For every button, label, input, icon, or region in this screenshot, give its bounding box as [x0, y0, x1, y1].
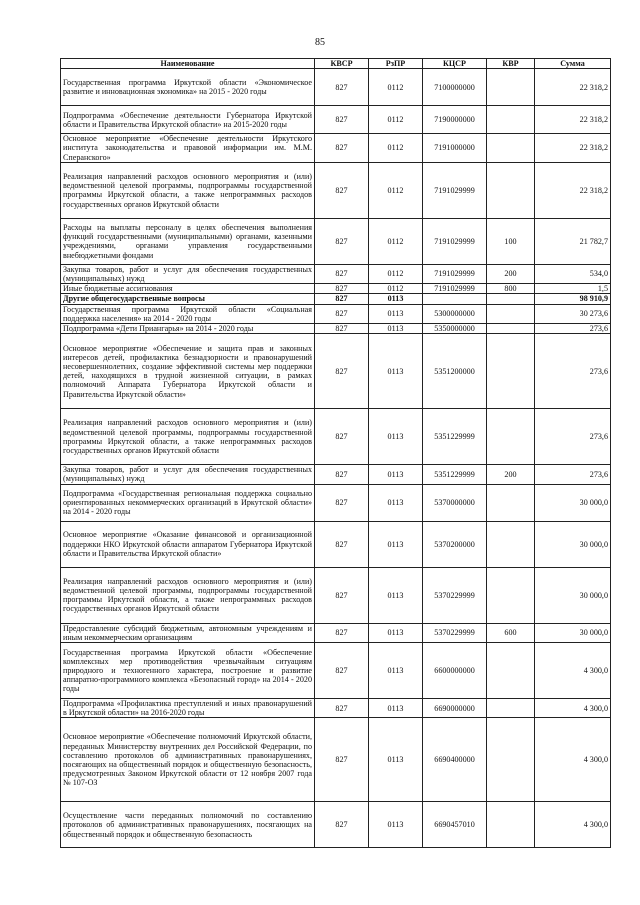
- row-sum-cell: 30 000,0: [535, 567, 611, 623]
- column-header-kcsr: КЦСР: [423, 59, 487, 69]
- row-kvr-cell: [487, 324, 535, 334]
- column-header-name: Наименование: [61, 59, 315, 69]
- row-kvr-cell: [487, 334, 535, 409]
- row-kvr-cell: 200: [487, 465, 535, 484]
- row-name-cell: Закупка товаров, работ и услуг для обеспечения государственных (муниципальных) нужд: [61, 465, 315, 484]
- row-name-cell: Государственная программа Иркутской области «Социальная поддержка населения» на 2014 - 2020 годы: [61, 304, 315, 323]
- page-number: 85: [315, 37, 325, 48]
- table-row: [61, 567, 611, 623]
- row-rzpr-cell: 0113: [369, 699, 423, 718]
- row-kcsr-cell: 5370229999: [423, 567, 487, 623]
- row-name-cell: Подпрограмма «Обеспечение деятельности Губернатора Иркутской области и Правительства Иркутской области» на 2015-2020 годы: [61, 106, 315, 134]
- row-kvr-cell: [487, 304, 535, 323]
- row-sum-cell: 21 782,7: [535, 218, 611, 264]
- row-kvr-cell: [487, 521, 535, 567]
- row-name-cell: Государственная программа Иркутской области «Обеспечение комплексных мер противодействия чрезвычайным ситуациям природного и техногенного характера, построение и развитие аппаратно-программного комплекса «Безопасный город» на 2014 - 2020 годы: [61, 643, 315, 699]
- row-sum-cell: 273,6: [535, 324, 611, 334]
- row-kvr-cell: [487, 699, 535, 718]
- table-row: [61, 106, 611, 134]
- row-kcsr-cell: 5370229999: [423, 623, 487, 642]
- row-kvsr-cell: 827: [315, 304, 369, 323]
- row-kcsr-cell: 5351200000: [423, 334, 487, 409]
- row-kvr-cell: 200: [487, 264, 535, 283]
- row-sum-cell: 4 300,0: [535, 699, 611, 718]
- row-kcsr-cell: 7191029999: [423, 218, 487, 264]
- table-row: [61, 294, 611, 304]
- row-sum-cell: 30 000,0: [535, 623, 611, 642]
- row-sum-cell: 1,5: [535, 284, 611, 294]
- table-row: [61, 718, 611, 802]
- row-kvsr-cell: 827: [315, 134, 369, 163]
- row-kvsr-cell: 827: [315, 162, 369, 218]
- row-rzpr-cell: 0113: [369, 465, 423, 484]
- table-row: [61, 69, 611, 106]
- table-row: [61, 484, 611, 521]
- row-kvsr-cell: 827: [315, 802, 369, 848]
- row-rzpr-cell: 0113: [369, 294, 423, 304]
- row-kvr-cell: 800: [487, 284, 535, 294]
- row-kvr-cell: [487, 802, 535, 848]
- column-header-kvsr: КВСР: [315, 59, 369, 69]
- row-kcsr-cell: 5351229999: [423, 465, 487, 484]
- row-kvsr-cell: 827: [315, 218, 369, 264]
- row-kvsr-cell: 827: [315, 699, 369, 718]
- table-row: [61, 324, 611, 334]
- row-rzpr-cell: 0112: [369, 106, 423, 134]
- row-kcsr-cell: 6690400000: [423, 718, 487, 802]
- column-header-sum: Сумма: [535, 59, 611, 69]
- row-rzpr-cell: 0112: [369, 218, 423, 264]
- row-sum-cell: 273,6: [535, 409, 611, 465]
- row-sum-cell: 30 000,0: [535, 521, 611, 567]
- row-rzpr-cell: 0113: [369, 521, 423, 567]
- row-kvsr-cell: 827: [315, 294, 369, 304]
- row-kvsr-cell: 827: [315, 69, 369, 106]
- table-row: [61, 409, 611, 465]
- row-kvsr-cell: 827: [315, 567, 369, 623]
- row-kvsr-cell: 827: [315, 324, 369, 334]
- row-sum-cell: 30 273,6: [535, 304, 611, 323]
- row-rzpr-cell: 0113: [369, 484, 423, 521]
- row-sum-cell: 22 318,2: [535, 69, 611, 106]
- row-kvr-cell: 600: [487, 623, 535, 642]
- row-sum-cell: 4 300,0: [535, 643, 611, 699]
- row-kcsr-cell: 6690457010: [423, 802, 487, 848]
- row-rzpr-cell: 0113: [369, 304, 423, 323]
- row-kcsr-cell: 7191029999: [423, 264, 487, 283]
- table-row: [61, 134, 611, 163]
- row-name-cell: Закупка товаров, работ и услуг для обеспечения государственных (муниципальных) нужд: [61, 264, 315, 283]
- row-kcsr-cell: 5350000000: [423, 324, 487, 334]
- row-kvsr-cell: 827: [315, 106, 369, 134]
- table-row: [61, 465, 611, 484]
- row-kvsr-cell: 827: [315, 521, 369, 567]
- row-sum-cell: 98 910,9: [535, 294, 611, 304]
- row-kcsr-cell: 5370000000: [423, 484, 487, 521]
- row-sum-cell: 4 300,0: [535, 802, 611, 848]
- row-kcsr-cell: 7100000000: [423, 69, 487, 106]
- budget-table: [60, 58, 611, 848]
- row-name-cell: Государственная программа Иркутской области «Экономическое развитие и инновационная экономика» на 2015 - 2020 годы: [61, 69, 315, 106]
- row-kvr-cell: [487, 409, 535, 465]
- row-rzpr-cell: 0113: [369, 324, 423, 334]
- row-kcsr-cell: 7191029999: [423, 162, 487, 218]
- row-rzpr-cell: 0112: [369, 162, 423, 218]
- row-name-cell: Другие общегосударственные вопросы: [61, 294, 315, 304]
- row-sum-cell: 273,6: [535, 334, 611, 409]
- row-rzpr-cell: 0113: [369, 409, 423, 465]
- table-row: [61, 521, 611, 567]
- table-row: [61, 623, 611, 642]
- row-kcsr-cell: 5370200000: [423, 521, 487, 567]
- row-name-cell: Реализация направлений расходов основного мероприятия и (или) ведомственной целевой программы, подпрограммы государственной программы Иркутской области, а также непрограммных расходов государственных органов Иркутской области: [61, 567, 315, 623]
- row-sum-cell: 273,6: [535, 465, 611, 484]
- row-name-cell: Основное мероприятие «Обеспечение полномочий Иркутской области, переданных Министерству внутренних дел Российской Федерации, по составлению протоколов об административных правонарушениях, посягающих на общественный порядок и общественную безопасность, предусмотренных Законом Иркутской области от 12 ноября 2007 года № 107-ОЗ: [61, 718, 315, 802]
- row-sum-cell: 22 318,2: [535, 162, 611, 218]
- row-sum-cell: 534,0: [535, 264, 611, 283]
- row-sum-cell: 4 300,0: [535, 718, 611, 802]
- row-kcsr-cell: 5351229999: [423, 409, 487, 465]
- column-header-kvr: КВР: [487, 59, 535, 69]
- row-kcsr-cell: [423, 294, 487, 304]
- row-kcsr-cell: 7191000000: [423, 134, 487, 163]
- row-kvr-cell: [487, 643, 535, 699]
- row-kvr-cell: [487, 718, 535, 802]
- row-sum-cell: 22 318,2: [535, 106, 611, 134]
- row-rzpr-cell: 0113: [369, 718, 423, 802]
- row-kvsr-cell: 827: [315, 484, 369, 521]
- row-name-cell: Иные бюджетные ассигнования: [61, 284, 315, 294]
- row-rzpr-cell: 0112: [369, 134, 423, 163]
- row-name-cell: Основное мероприятие «Оказание финансовой и организационной поддержки НКО Иркутской области аппаратом Губернатора Иркутской области и Правительства Иркутской области»: [61, 521, 315, 567]
- row-name-cell: Подпрограмма «Профилактика преступлений и иных правонарушений в Иркутской области» на 2016-2020 годы: [61, 699, 315, 718]
- row-kcsr-cell: 7191029999: [423, 284, 487, 294]
- row-kvsr-cell: 827: [315, 284, 369, 294]
- table-row: [61, 284, 611, 294]
- row-name-cell: Расходы на выплаты персоналу в целях обеспечения выполнения функций государственными (муниципальными) органами, казенными учреждениями, органами управления государственными внебюджетными фондами: [61, 218, 315, 264]
- row-kcsr-cell: 6600000000: [423, 643, 487, 699]
- row-rzpr-cell: 0113: [369, 802, 423, 848]
- row-kvsr-cell: 827: [315, 264, 369, 283]
- table-row: [61, 218, 611, 264]
- row-rzpr-cell: 0113: [369, 334, 423, 409]
- row-kvsr-cell: 827: [315, 643, 369, 699]
- row-kvr-cell: [487, 134, 535, 163]
- row-kvsr-cell: 827: [315, 409, 369, 465]
- row-kvr-cell: [487, 162, 535, 218]
- row-rzpr-cell: 0113: [369, 623, 423, 642]
- row-sum-cell: 22 318,2: [535, 134, 611, 163]
- table-header-row: [61, 59, 611, 69]
- row-rzpr-cell: 0112: [369, 284, 423, 294]
- row-rzpr-cell: 0112: [369, 69, 423, 106]
- row-name-cell: Подпрограмма «Государственная региональная поддержка социально ориентированных некоммерческих организаций в Иркутской области» на 2014 - 2020 годы: [61, 484, 315, 521]
- table-row: [61, 699, 611, 718]
- row-kvsr-cell: 827: [315, 718, 369, 802]
- row-kvr-cell: [487, 69, 535, 106]
- table-row: [61, 304, 611, 323]
- table-body: [61, 69, 611, 848]
- row-name-cell: Предоставление субсидий бюджетным, автономным учреждениям и иным некоммерческим организациям: [61, 623, 315, 642]
- table-row: [61, 334, 611, 409]
- row-kvsr-cell: 827: [315, 334, 369, 409]
- row-name-cell: Реализация направлений расходов основного мероприятия и (или) ведомственной целевой программы, подпрограммы государственной программы Иркутской области, а также непрограммных расходов государственных органов Иркутской области: [61, 162, 315, 218]
- row-kcsr-cell: 5300000000: [423, 304, 487, 323]
- row-rzpr-cell: 0113: [369, 643, 423, 699]
- row-name-cell: Подпрограмма «Дети Приангарья» на 2014 - 2020 годы: [61, 324, 315, 334]
- row-kvsr-cell: 827: [315, 623, 369, 642]
- row-kcsr-cell: 6690000000: [423, 699, 487, 718]
- row-kvr-cell: [487, 294, 535, 304]
- row-rzpr-cell: 0112: [369, 264, 423, 283]
- row-kcsr-cell: 7190000000: [423, 106, 487, 134]
- column-header-rzpr: РзПР: [369, 59, 423, 69]
- row-sum-cell: 30 000,0: [535, 484, 611, 521]
- table-row: [61, 643, 611, 699]
- table-row: [61, 802, 611, 848]
- table-row: [61, 162, 611, 218]
- row-name-cell: Осуществление части переданных полномочий по составлению протоколов об административных правонарушениях, посягающих на общественный порядок и общественную безопасность: [61, 802, 315, 848]
- row-kvr-cell: [487, 484, 535, 521]
- row-name-cell: Основное мероприятие «Обеспечение деятельности Иркутского института законодательства и правовой информации им. М.М. Сперанского»: [61, 134, 315, 163]
- row-kvr-cell: 100: [487, 218, 535, 264]
- row-name-cell: Основное мероприятие «Обеспечение и защита прав и законных интересов детей, профилактика безнадзорности и правонарушений несовершеннолетних, создание эффективной системы мер поддержки детей, находящихся в трудной жизненной ситуации, в рамках полномочий Аппарата Губернатора Иркутской области и Правительства Иркутской области»: [61, 334, 315, 409]
- row-name-cell: Реализация направлений расходов основного мероприятия и (или) ведомственной целевой программы, подпрограммы государственной программы Иркутской области, а также непрограммных расходов государственных органов Иркутской области: [61, 409, 315, 465]
- table-row: [61, 264, 611, 283]
- row-rzpr-cell: 0113: [369, 567, 423, 623]
- row-kvr-cell: [487, 567, 535, 623]
- row-kvr-cell: [487, 106, 535, 134]
- row-kvsr-cell: 827: [315, 465, 369, 484]
